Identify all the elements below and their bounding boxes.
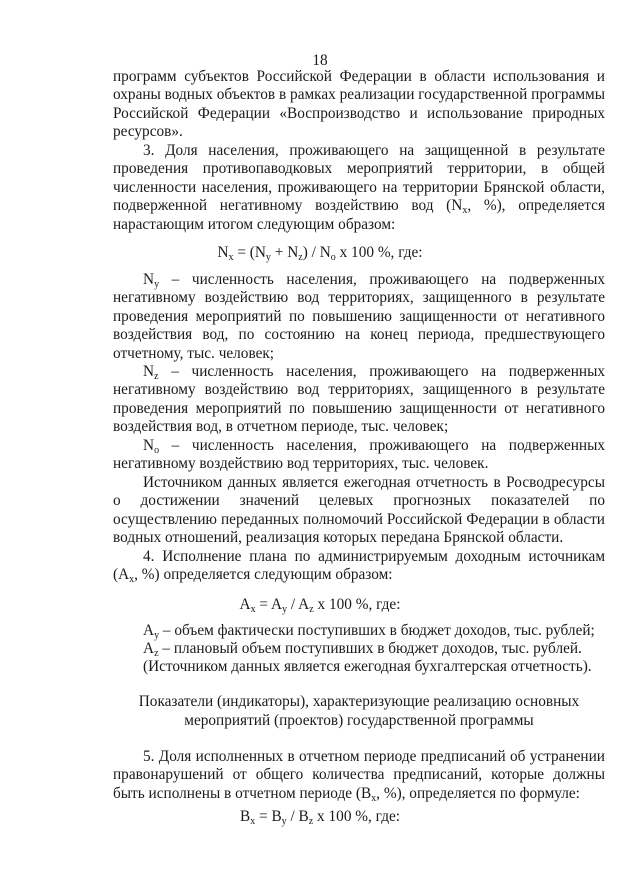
section-heading-line-2: мероприятий (проектов) государственной программы (184, 712, 534, 729)
definition-no: $N_o$ – численность населения, проживающего на подверженных негативному воздействию вод территориях, тыс. человек. (113, 437, 605, 473)
definition-ny: $N_y$ – численность населения, проживающего на подверженных негативному воздействию вод территориях, защищенного в результате проведения мероприятий по повышению защищенности от негативного воздействия вод, по состоянию на конец периода, предшествующего отчетному, тыс. человек; (113, 271, 605, 362)
formula-nx: $N_x = (N_y + N_z) / N_o$ x 100 %, где: (217, 244, 423, 263)
formula-bx: $B_x = B_y / B_z$ x 100 %, где: (239, 808, 401, 827)
paragraph-item-4: 4. Исполнение плана по администрируемым доходным источникам ($A_x$, %) определяется следующим образом: (113, 548, 605, 586)
definition-nz: $N_z$ – численность населения, проживающего на подверженных негативному воздействию вод территориях, защищенного в результате проведения мероприятий по повышению защищенности от негативного воздействия вод, в отчетном периоде, тыс. человек; (113, 363, 605, 436)
paragraph-data-source: Источником данных является ежегодная отчетность в Росводресурсы о достижении значений целевых прогнозных показателей по осуществлению переданных полномочий Российской Федерации в области водных отношений, реализация которых передана Брянской области. (113, 474, 605, 547)
page-number: 18 (312, 52, 328, 69)
paragraph-item-5: 5. Доля исполненных в отчетном периоде предписаний об устранении правонарушений от общего количества предписаний, которые должны быть исполнены в отчетном периоде ($B_x$, %), определяется по формуле: (113, 748, 605, 804)
section-heading-line-1: Показатели (индикаторы), характеризующие реализацию основных (138, 693, 580, 710)
paragraph-continuation: программ субъектов Российской Федерации в области использования и охраны водных объектов в рамках реализации государственной программы Российской Федерации «Воспроизводство и использование природных ресурсов». (113, 68, 605, 141)
paragraph-item-3: 3. Доля населения, проживающего на защищенной в результате проведения противопаводковых мероприятий территории, в общей численности населения, проживающего на территории Брянской области, подверженной негативному воздействию вод ($N_x$, %), определяется нарастающим итогом следующим образом: (113, 142, 605, 233)
definition-ay: $A_y$ – объем фактически поступивших в бюджет доходов, тыс. рублей; (143, 622, 595, 641)
formula-ax: $A_x = A_y / A_z$ x 100 %, где: (239, 596, 401, 615)
definition-az: $A_z$ – плановый объем поступивших в бюджет доходов, тыс. рублей. (143, 640, 582, 659)
data-source-note: (Источником данных является ежегодная бухгалтерская отчетность). (143, 658, 592, 675)
